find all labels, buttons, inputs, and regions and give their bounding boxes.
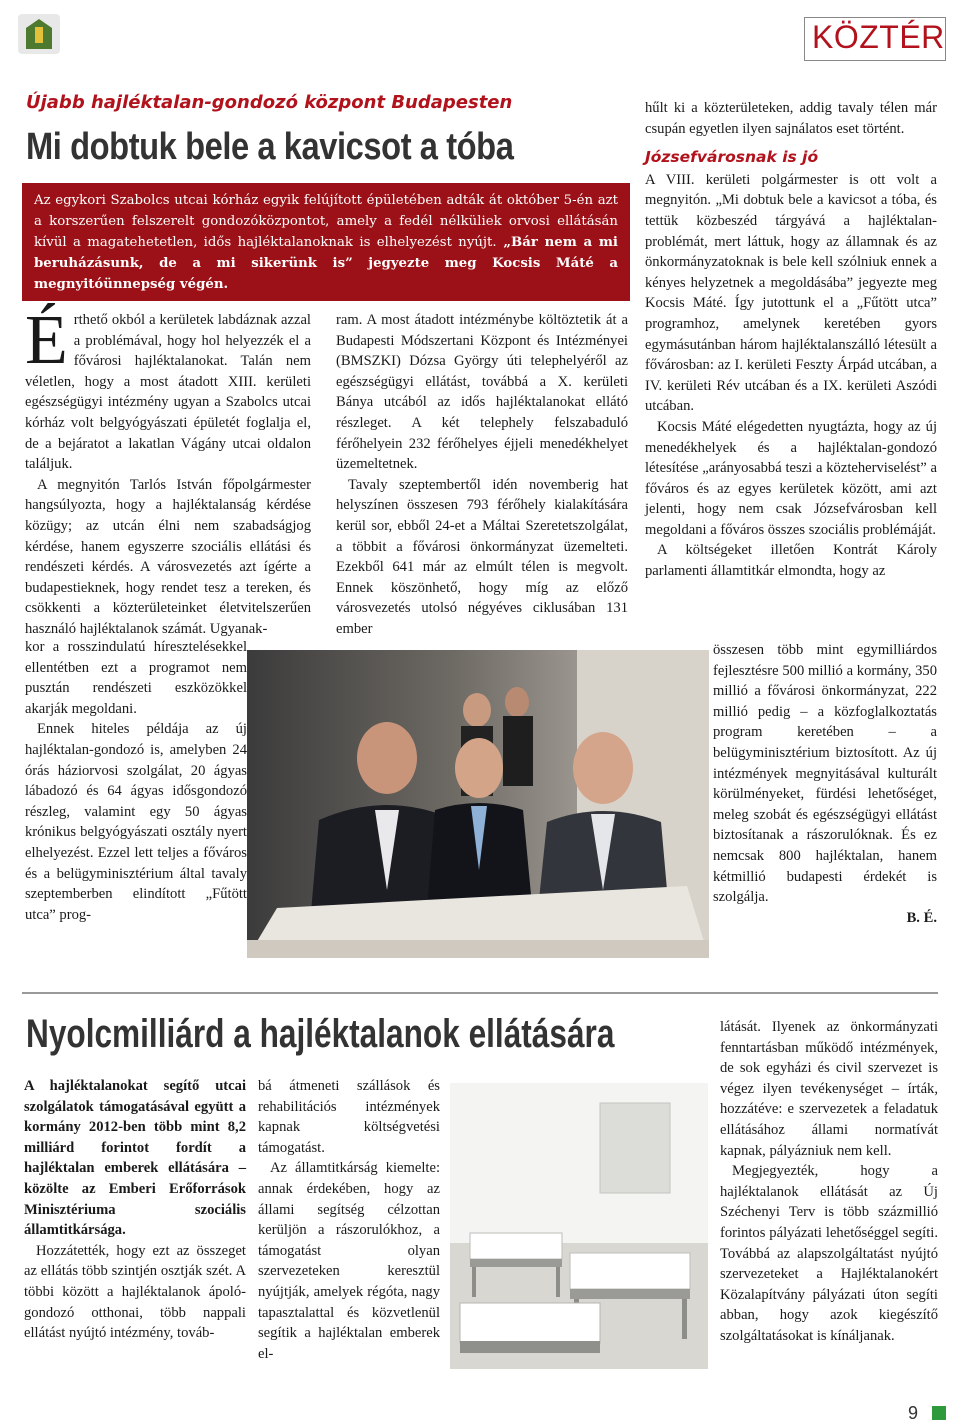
page-number: 9 — [908, 1403, 919, 1423]
page-marker-square — [932, 1406, 946, 1420]
article-headline: Mi dobtuk bele a kavicsot a tóba — [26, 126, 514, 168]
opening-ceremony-photo — [247, 650, 709, 958]
article-paragraph: A költségeket illetően Kontrát Károly parlamenti államtitkár elmondta, hogy az — [645, 542, 937, 580]
author-signature: B. É. — [906, 909, 937, 926]
article-headline: Nyolcmilliárd a hajléktalanok ellátására — [26, 1012, 615, 1056]
article-paragraph: Hozzátették, hogy ezt az összeget az ellátás több szintjén osztják szét. A többi között a hajléktalanok ápoló-gondozó otthonai, több nappali ellátást nyújtó intézmény, továb- — [24, 1242, 246, 1342]
article-paragraph: hűlt ki a közterületeken, addig tavaly télen már csupán egyetlen ilyen sajnálatos eset történt. — [645, 100, 937, 137]
photo-illustration — [247, 650, 709, 958]
photo-illustration — [450, 1083, 708, 1369]
drop-cap: É — [25, 302, 68, 379]
article-paragraph: bá átmeneti szállások és rehabilitációs intézmények kapnak költségvetési támogatást. — [258, 1078, 440, 1156]
section-label: KÖZTÉR — [812, 19, 945, 55]
lead-quote: „Bár nem a mi beruházásunk, de a mi sikerünk is” jegyezte meg Kocsis Máté a megnyitóünnepség végén. — [34, 235, 618, 292]
article-paragraph: A VIII. kerületi polgármester is ott volt a megnyitón. „Mi dobtuk bele a kavicsot a tóba, és tettük közbeszéd tárgyává a hajléktalan-problémát, mert láttuk, hogy az államnak és az önkormányzatoknak is bele kell szólniuk ennek a kényes helyzetnek a megoldásába” jegyezte meg Kocsis Máté. Így jutottunk el a „Fűtött utca” programhoz, amelynek keretében gyors egymásutánban három hajléktalanszálló létesült a fővárosban: az I. kerületi Feszty Árpád utcában, a IV. kerületi Rév utcában és a IX. kerületi Aszódi utcában. — [645, 171, 937, 415]
article-paragraph: Megjegyezték, hogy a hajléktalanok ellátását az Új Széchenyi Terv is több százmillió forintos pályázati lehetőséggel segíti. Továbbá az alapszolgáltatást nyújtó szervezeteket a Hajléktalanokért Közalapítvány pályázati úton segíti abban, hogy azok kiegészítő szolgáltatásokat is kínáljanak. — [720, 1163, 938, 1344]
article-divider — [22, 992, 938, 994]
article-subhead: Józsefvárosnak is jó — [645, 148, 819, 167]
article-paragraph: Az államtitkárság kiemelte: annak érdekében, hogy az állami segítség célzottan kerüljön a rászorulókhoz, a támogatást olyan szervezeteken keresztül nyújtják, amelyek régóta, nagy tapasztalattal és közvetlenül segítik a hajléktalan emberek el- — [258, 1160, 440, 1362]
article-paragraph: látását. Ilyenek az önkormányzati fenntartásban működő intézmények, de sok egyházi és civil szervezet is végez ilyen tevékenységet – írták, hozzátéve: e szervezetek a feladatuk ellátásához állami normatívát kapnak, pályázniuk nem kell. — [720, 1019, 938, 1159]
article-paragraph: Tavaly szeptembertől idén novemberig hat helyszínen összesen 793 férőhely kialakítására kerül sor, ebből 24-et a Máltai Szeretetszolgálat, a többit a fővárosi önkormányzat üzemelteti. Ezekből 641 már az elmúlt télen is megvolt. Ennek köszönhető, hogy míg az előző városvezetés utolsó négyéves ciklusában 131 ember — [336, 476, 628, 637]
paragraph-text: rthető okból a kerületek labdáznak azzal a problémával, hogy hol helyezzék el a fővárosi hajléktalanokat. Talán nem véletlen, hogy a most átadott XIII. kerületi egészségügyi intézmény ugyan a Szabolcs utcai kórház volt belgyógyászati épületét foglalja el, de a bejáratot a lakatlan Vágány utcai oldalon találjuk. — [25, 312, 311, 473]
article-column-3-continued — [713, 640, 937, 928]
article-column-2 — [336, 310, 628, 640]
article-column-1 — [25, 302, 311, 640]
coat-of-arms-logo — [18, 14, 60, 54]
article-paragraph: Ennek hiteles példája az új hajléktalan-gondozó is, amelyben 24 órás háziorvosi szolgálat, 20 ágyas lábadozó és 64 ágyas idősgondozó részleg, valamint egy 50 ágyas krónikus belgyógyászati osztály nyert elhelyezést. Ezzel lett teljes a főváros és a belügyminisztérium által tavaly szeptemberben elindított „Fűtött utca” prog- — [25, 721, 247, 923]
article-column-3 — [645, 98, 937, 582]
article-paragraph: összesen több mint egymilliárdos fejlesztésre 500 millió a kormány, 350 millió a fővárosi önkormányzat, 222 millió pedig – a közfoglalkoztatás program keretében – a belügyminisztérium biztosított. Az új intézmények megnyitásával kulturált körülményeket, fürdési lehetőséget, meleg szobát és egészségügyi ellátást biztosítanak a rászorulóknak. És ez nemcsak 800 hajléktalan, hanem kétmillió budapesti érdekét is szolgálja. — [713, 642, 937, 906]
article2-column-2 — [258, 1076, 440, 1364]
article-column-1-continued — [25, 637, 247, 925]
article-paragraph: Kocsis Máté elégedetten nyugtázta, hogy az új menedékhelyek és a hajléktalan-gondozó létesítése „arányosabbá teszi a közteherviselést” a főváros és az egyes kerületek között, ami azt jelenti, hogy nem csak Józsefvárosban kell megoldani a főváros összes szociális problémáját. — [645, 418, 937, 538]
article-paragraph: ram. A most átadott intézménybe költöztetik át a Budapesti Módszertani Központ és Intézményei (BMSZKI) Dózsa György úti telephelyéről az egészségügyi ellátást, továbbá a X. kerületi Bánya utcából az idős hajléktalanokat ellátó részleget. A két telephely felszabaduló férőhelyein 232 férőhelyes éjjeli menedékhelyet üzemeltetnek. — [336, 312, 628, 473]
article-kicker: Újabb hajléktalan-gondozó központ Budapesten — [26, 92, 513, 113]
ward-room-photo — [450, 1083, 708, 1369]
article-paragraph: A megnyitón Tarlós István főpolgármester hangsúlyozta, hogy a hajléktalanság kérdése közügy; az utcán élni nem szabadságjog kérdése, hanem egyszerre szociális ellátási és rendészeti kérdés. A városvezetés azt ígérte a budapestieknek, hogy rendet tesz a tereken, és csökkenti a közterületeinket életvitelszerűen használó hajléktalanok számát. Ugyanak- — [25, 476, 311, 637]
article-paragraph — [25, 302, 311, 475]
article-paragraph: kor a rosszindulatú híresztelésekkel ellentétben ezt a programot nem pusztán rendészeti eszközökkel akarják megoldani. — [25, 639, 247, 717]
lead-text: Az egykori Szabolcs utcai kórház egyik felújított épületében adták át október 5-én azt a korszerűen felszerelt gondozóközpontot, amely a fedél nélküliek orvosi ellátásán kívül a magatehetetlen, idős hajléktalanoknak is elhelyezést nyújt. — [34, 193, 618, 250]
article2-column-1 — [24, 1076, 246, 1344]
lead-paragraph — [34, 190, 618, 295]
article-lead: A hajléktalanokat segítő utcai szolgálatok támogatásával együtt a kormány 2012-ben több mint 8,2 milliárd forintot fordít a hajléktalan emberek ellátására – közölte az Emberi Erőforrások Minisztériuma szociális államtitkársága. — [24, 1078, 246, 1239]
article2-column-3 — [720, 1017, 938, 1347]
